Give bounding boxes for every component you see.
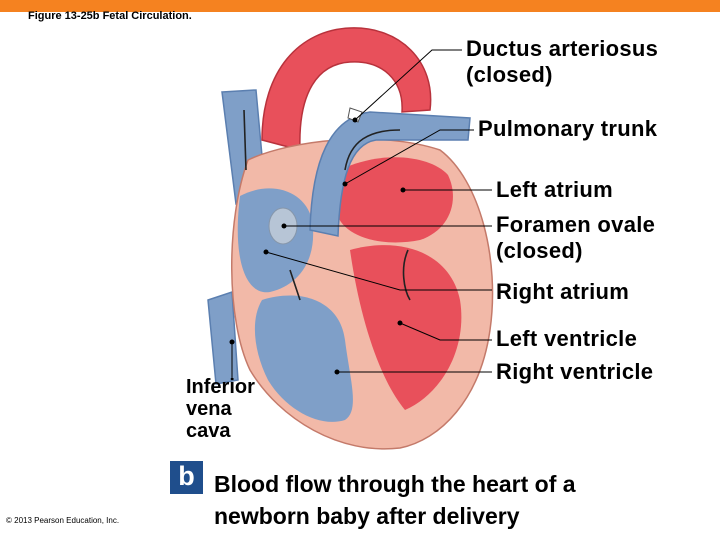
label-right-ventricle: Right ventricle (496, 359, 654, 384)
left-atrium-chamber (336, 157, 453, 242)
leader-dot-right-ventricle (335, 370, 340, 375)
leader-dot-pulmonary (343, 182, 348, 187)
leader-dot-ductus (353, 118, 358, 123)
figure-caption: Blood flow through the heart of a newborn baby after delivery (214, 471, 576, 529)
label-ductus-arteriosus: Ductus arteriosus (closed) (466, 36, 659, 87)
label-left-ventricle: Left ventricle (496, 326, 638, 351)
label-left-atrium: Left atrium (496, 177, 613, 202)
figure-title: Figure 13-25b Fetal Circulation. (28, 10, 192, 22)
label-inferior-vena-cava: Inferior vena cava (186, 376, 255, 442)
leader-dot-foramen-ovale (282, 224, 287, 229)
leader-dot-left-ventricle (398, 321, 403, 326)
label-pulmonary-trunk: Pulmonary trunk (478, 116, 658, 141)
panel-badge: b (170, 461, 203, 494)
leader-dot-left-atrium (401, 188, 406, 193)
label-right-atrium: Right atrium (496, 279, 630, 304)
copyright-notice: © 2013 Pearson Education, Inc. (6, 516, 120, 525)
leader-dot-ivc (230, 340, 235, 345)
leader-dot-right-atrium (264, 250, 269, 255)
label-foramen-ovale: Foramen ovale (closed) (496, 212, 656, 263)
